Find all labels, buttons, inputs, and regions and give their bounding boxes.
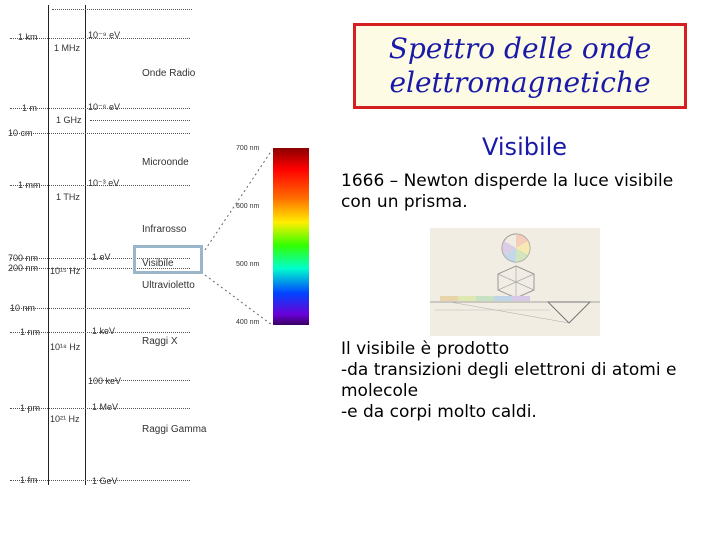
title-box xyxy=(353,23,687,109)
wavelength-label: 200 nm xyxy=(8,263,39,273)
visible-highlight-box xyxy=(133,245,203,274)
frequency-label: 10²¹ Hz xyxy=(50,414,80,424)
frequency-label: 1 GHz xyxy=(56,115,82,125)
category-label: Ultravioletto xyxy=(142,280,195,291)
spectrum-tick: 400 nm xyxy=(236,319,260,326)
spectrum-tick: 700 nm xyxy=(236,145,260,152)
frequency-label: 10¹⁸ Hz xyxy=(50,342,81,352)
newton-paragraph: 1666 – Newton disperde la luce visibile con un prisma. xyxy=(341,171,674,212)
category-label: Onde Radio xyxy=(142,68,196,79)
wavelength-axis xyxy=(48,5,49,485)
title-line-1: Spettro delle onde xyxy=(388,32,652,65)
category-label: Visibile xyxy=(142,258,174,269)
title-line-2: elettromagnetiche xyxy=(389,66,651,99)
wavelength-label: 1 pm xyxy=(20,403,41,413)
wavelength-label: 700 nm xyxy=(8,253,39,263)
wavelength-label: 1 km xyxy=(18,32,38,42)
energy-label: 100 keV xyxy=(88,376,122,386)
spectrum-tick: 500 nm xyxy=(236,261,260,268)
visible-production-paragraph xyxy=(341,339,716,423)
wavelength-label: 1 fm xyxy=(20,475,38,485)
energy-label: 10⁻⁶ eV xyxy=(88,102,120,112)
energy-label: 10⁻³ eV xyxy=(88,178,120,188)
category-label: Infrarosso xyxy=(142,224,187,235)
subtitle: Visibile xyxy=(482,133,568,161)
paragraph-line: -da transizioni degli elettroni di atomi e molecole xyxy=(341,360,677,401)
wavelength-label: 10 nm xyxy=(10,303,36,313)
wavelength-label: 1 nm xyxy=(20,327,41,337)
energy-label: 1 MeV xyxy=(92,402,119,412)
paragraph-line: -e da corpi molto caldi. xyxy=(341,402,537,422)
energy-label: 1 GeV xyxy=(92,476,118,486)
wavelength-label: 1 m xyxy=(22,103,38,113)
frequency-label: 10¹⁵ Hz xyxy=(50,266,81,276)
frequency-label: 1 MHz xyxy=(54,43,81,53)
category-label: Raggi Gamma xyxy=(142,424,207,435)
wavelength-label: 1 mm xyxy=(18,180,41,190)
energy-label: 10⁻⁹ eV xyxy=(88,30,121,40)
spectrum-tick: 600 nm xyxy=(236,203,260,210)
paragraph-line: Il visibile è prodotto xyxy=(341,339,510,359)
category-label: Raggi X xyxy=(142,336,178,347)
frequency-axis xyxy=(85,5,86,485)
newton-prism-image xyxy=(430,228,600,336)
connector-lines xyxy=(200,140,280,330)
visible-spectrum-bar xyxy=(273,148,309,325)
energy-label: 1 keV xyxy=(92,326,116,336)
energy-label: 1 eV xyxy=(92,252,111,262)
category-label: Microonde xyxy=(142,157,189,168)
wavelength-label: 10 cm xyxy=(8,128,33,138)
frequency-label: 1 THz xyxy=(56,192,80,202)
